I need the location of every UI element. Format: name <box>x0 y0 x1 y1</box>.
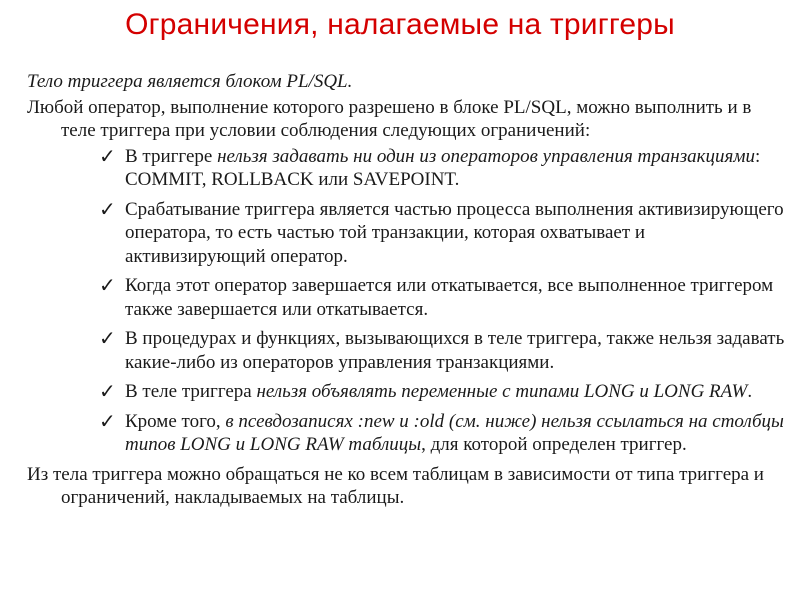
restriction-text: В процедурах и функциях, вызывающихся в теле триггера, также нельзя задавать какие-либо из операторов управления транзакциями. <box>125 328 785 373</box>
check-icon: ✓ <box>99 408 116 433</box>
slide-title: Ограничения, налагаемые на триггеры <box>125 8 675 41</box>
restriction-item-pseudorecords <box>99 410 787 457</box>
slide-content <box>27 70 787 510</box>
restriction-item-long-variables <box>99 380 787 404</box>
restriction-text-start: В триггере <box>125 145 218 167</box>
restriction-text-start: Кроме того, <box>125 410 226 432</box>
restriction-item-transaction-part <box>99 198 787 269</box>
check-icon: ✓ <box>99 143 116 168</box>
restriction-text-end: , для которой определен триггер. <box>421 434 687 455</box>
paragraph-allowed-statements: Любой оператор, выполнение которого разрешено в блоке PL/SQL, можно выполнить и в теле триггера при условии соблюдения следующих ограничений: <box>27 96 752 141</box>
restriction-text-emphasis: нельзя объявлять переменные с типами LONG и LONG RAW <box>256 381 748 402</box>
restriction-text-emphasis: нельзя задавать ни один из операторов управления транзакциями <box>217 145 755 167</box>
restrictions-list <box>27 145 787 457</box>
restriction-item-procedures <box>99 327 787 374</box>
check-icon: ✓ <box>99 379 116 403</box>
paragraph-trigger-body: Тело триггера является блоком PL/SQL. <box>27 71 353 92</box>
restriction-text-start: В теле триггера <box>125 381 257 402</box>
restriction-text-end: : COMMIT, ROLLBACK или SAVEPOINT. <box>125 145 761 190</box>
restriction-text: Когда этот оператор завершается или откатывается, все выполненное триггером также завершается или откатывается. <box>125 275 774 320</box>
paragraph-table-access: Из тела триггера можно обращаться не ко всем таблицам в зависимости от типа триггера и ограничений, накладываемых на таблицы. <box>27 463 764 508</box>
restriction-text: Срабатывание триггера является частью процесса выполнения активизирующего оператора, то есть частью той транзакции, которая охватывает и активизирующий оператор. <box>125 198 784 267</box>
restriction-item-transaction-control <box>99 145 787 192</box>
check-icon: ✓ <box>99 196 116 221</box>
check-icon: ✓ <box>99 326 116 350</box>
check-icon: ✓ <box>99 273 116 297</box>
restriction-text-emphasis: в псевдозаписях :new и :old (см. ниже) нельзя ссылаться на столбцы типов LONG и LONG RAW таблицы <box>125 410 784 455</box>
restriction-text-end: . <box>747 381 753 402</box>
restriction-item-commit-rollback <box>99 274 787 321</box>
